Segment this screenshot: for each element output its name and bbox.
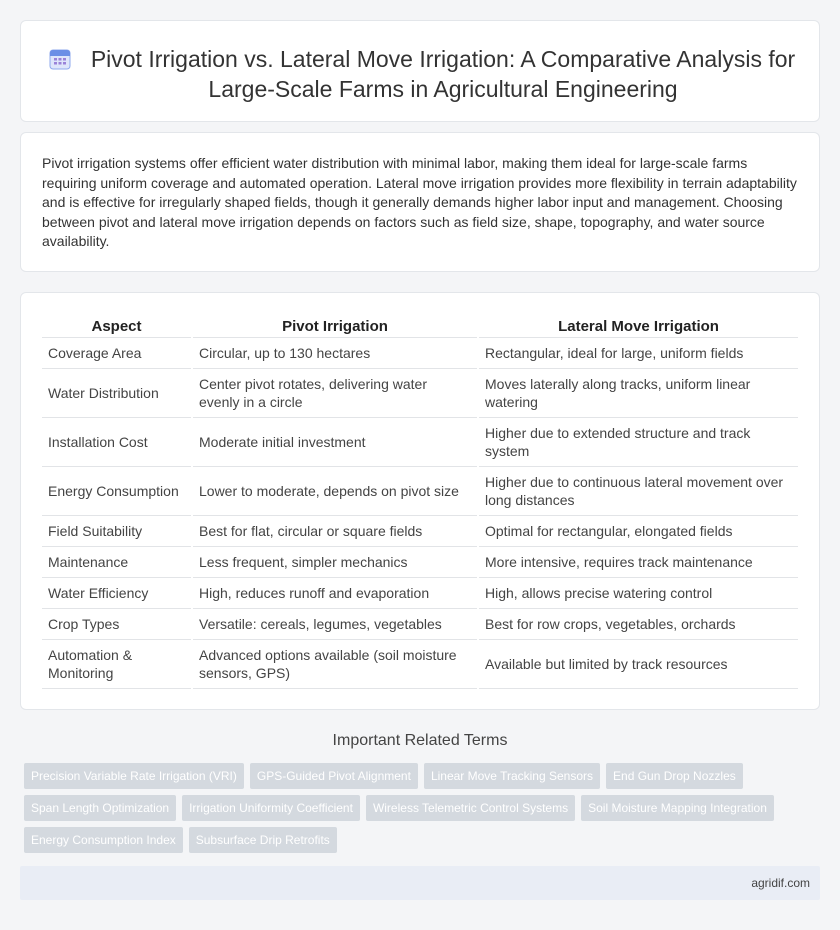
cell-pivot: Advanced options available (soil moisture sensors, GPS) [192, 639, 478, 688]
related-term-tag[interactable]: Energy Consumption Index [24, 827, 183, 853]
intro-paragraph: Pivot irrigation systems offer efficient water distribution with minimal labor, making them ideal for large-scale farms requiring uniform coverage and automated operation. Lateral move irrigation provides more flexibility in terrain adaptability and is effective for irregularly shaped fields, though it generally demands higher labor input and management. Choosing between pivot and lateral move irrigation depends on factors such as field size, shape, topography, and water source availability. [42, 155, 797, 250]
cell-pivot: Best for flat, circular or square fields [192, 515, 478, 546]
cell-lateral: Higher due to extended structure and track system [478, 417, 798, 466]
cell-lateral: More intensive, requires track maintenance [478, 546, 798, 577]
cell-lateral: Best for row crops, vegetables, orchards [478, 608, 798, 639]
footer-bar [20, 866, 820, 900]
table-row [42, 546, 798, 577]
table-row [42, 417, 798, 466]
cell-aspect: Energy Consumption [42, 466, 192, 515]
table-row [42, 515, 798, 546]
cell-lateral: High, allows precise watering control [478, 577, 798, 608]
cell-lateral: Moves laterally along tracks, uniform linear watering [478, 368, 798, 417]
table-row [42, 368, 798, 417]
header-pivot: Pivot Irrigation [192, 315, 478, 337]
cell-lateral: Optimal for rectangular, elongated fields [478, 515, 798, 546]
related-terms-heading: Important Related Terms [332, 732, 508, 749]
intro-card [20, 132, 820, 272]
table-row [42, 577, 798, 608]
cell-aspect: Water Efficiency [42, 577, 192, 608]
table-row [42, 466, 798, 515]
related-term-tag[interactable]: Linear Move Tracking Sensors [424, 763, 600, 789]
comparison-card [20, 292, 820, 710]
table-row [42, 639, 798, 688]
cell-lateral: Available but limited by track resources [478, 639, 798, 688]
table-row [42, 337, 798, 368]
cell-aspect: Water Distribution [42, 368, 192, 417]
site-link[interactable]: agridif.com [751, 876, 810, 890]
header-aspect: Aspect [42, 315, 192, 337]
title-card [20, 20, 820, 122]
comparison-table [42, 315, 798, 689]
related-term-tag[interactable]: Span Length Optimization [24, 795, 176, 821]
related-term-tag[interactable]: Subsurface Drip Retrofits [189, 827, 337, 853]
cell-aspect: Field Suitability [42, 515, 192, 546]
cell-pivot: Lower to moderate, depends on pivot size [192, 466, 478, 515]
cell-pivot: Center pivot rotates, delivering water evenly in a circle [192, 368, 478, 417]
table-row [42, 608, 798, 639]
cell-lateral: Higher due to continuous lateral movement over long distances [478, 466, 798, 515]
cell-pivot: Less frequent, simpler mechanics [192, 546, 478, 577]
cell-lateral: Rectangular, ideal for large, uniform fields [478, 337, 798, 368]
cell-aspect: Maintenance [42, 546, 192, 577]
cell-aspect: Installation Cost [42, 417, 192, 466]
related-term-tag[interactable]: Precision Variable Rate Irrigation (VRI) [24, 763, 244, 789]
cell-pivot: Circular, up to 130 hectares [192, 337, 478, 368]
cell-aspect: Automation & Monitoring [42, 639, 192, 688]
related-terms-list [24, 763, 820, 853]
cell-pivot: Versatile: cereals, legumes, vegetables [192, 608, 478, 639]
cell-aspect: Coverage Area [42, 337, 192, 368]
cell-aspect: Crop Types [42, 608, 192, 639]
page-title: Pivot Irrigation vs. Lateral Move Irrigation: A Comparative Analysis for Large-Scale Farms in Agricultural Engineering [90, 46, 796, 102]
header-lateral: Lateral Move Irrigation [478, 315, 798, 337]
related-term-tag[interactable]: End Gun Drop Nozzles [606, 763, 743, 789]
calendar-icon [48, 47, 72, 71]
cell-pivot: Moderate initial investment [192, 417, 478, 466]
related-term-tag[interactable]: Soil Moisture Mapping Integration [581, 795, 774, 821]
related-term-tag[interactable]: Irrigation Uniformity Coefficient [182, 795, 360, 821]
table-header-row [42, 315, 798, 337]
cell-pivot: High, reduces runoff and evaporation [192, 577, 478, 608]
related-term-tag[interactable]: GPS-Guided Pivot Alignment [250, 763, 418, 789]
related-term-tag[interactable]: Wireless Telemetric Control Systems [366, 795, 575, 821]
